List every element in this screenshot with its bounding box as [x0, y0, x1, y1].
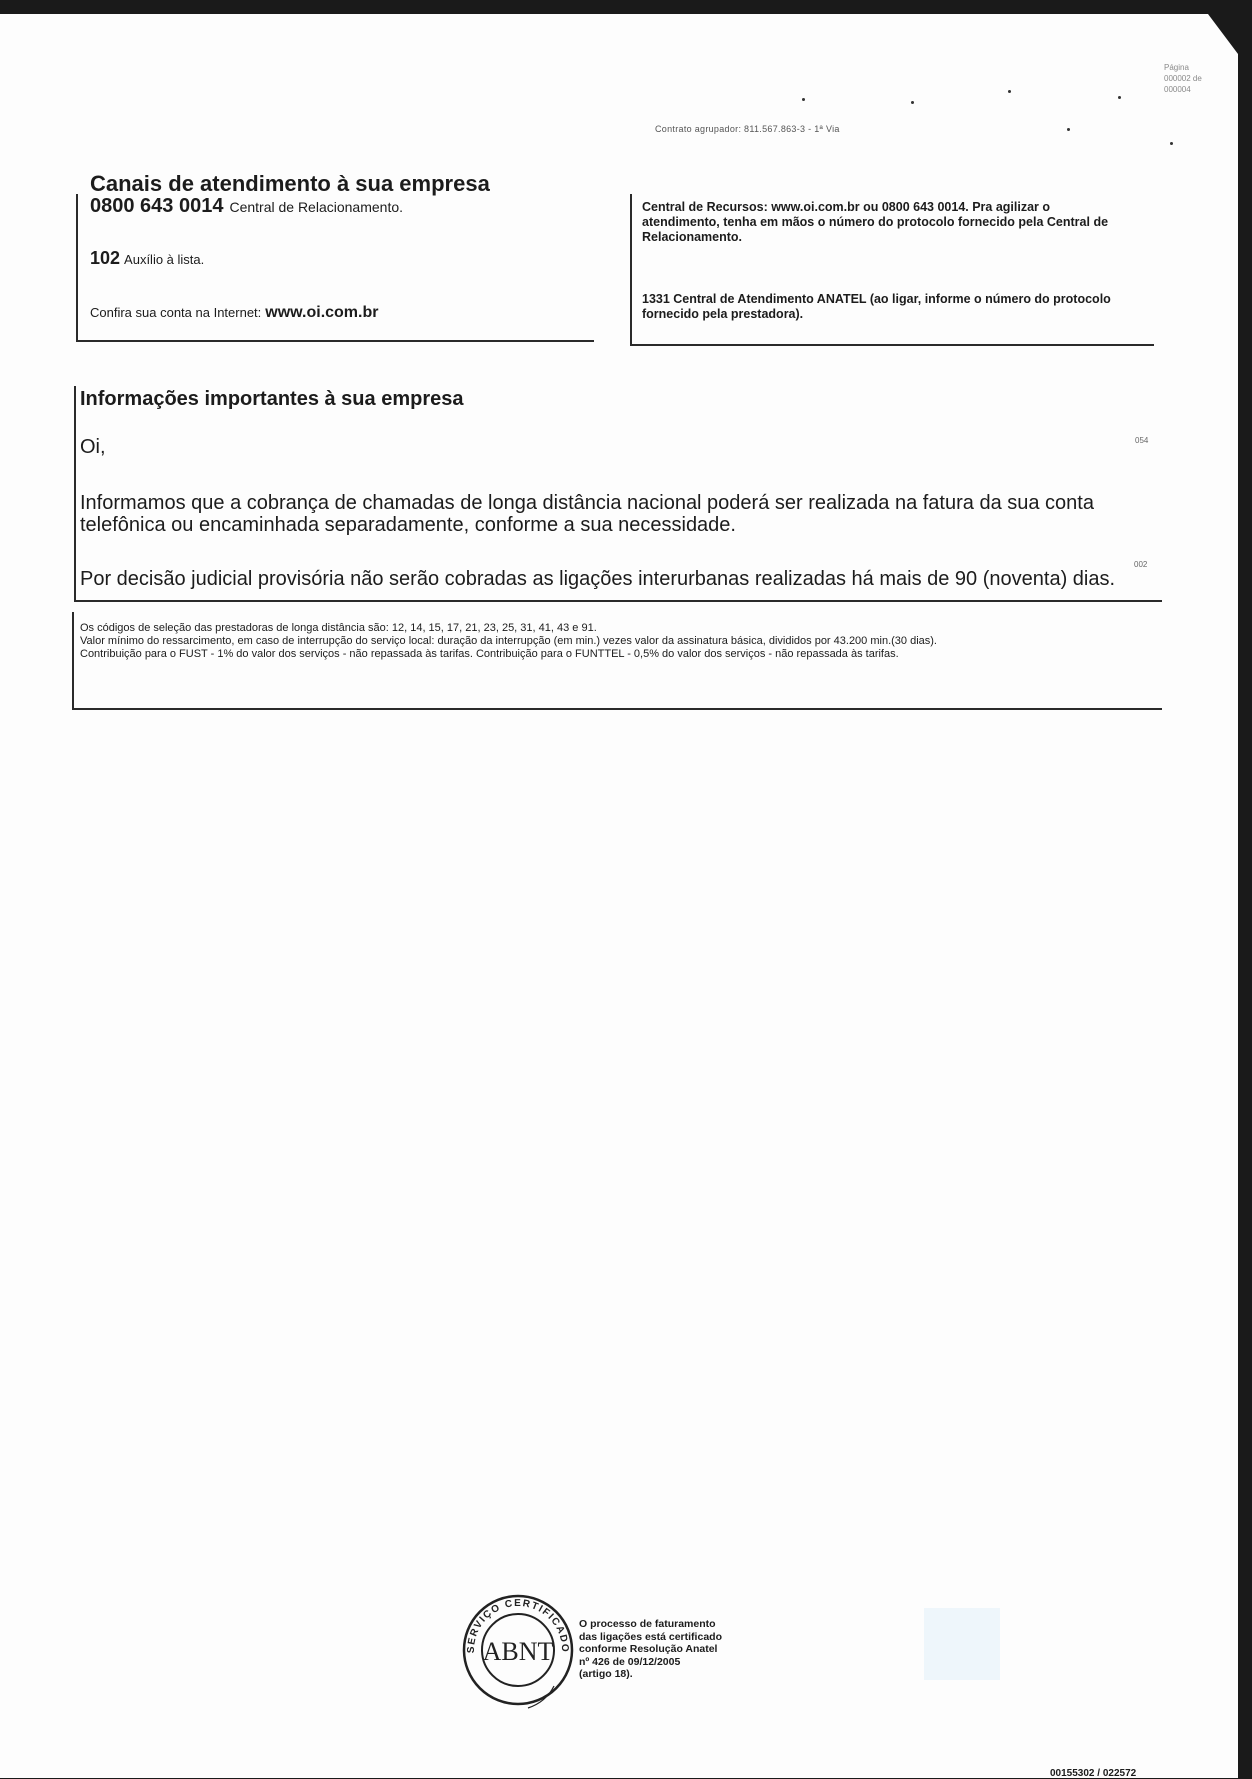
- note-codes: Os códigos de seleção das prestadoras de longa distância são: 12, 14, 15, 17, 21, 23, 25, 31, 41, 43 e 91.: [80, 622, 597, 634]
- phone-number: 0800 643 0014: [90, 195, 224, 217]
- anatel-text: 1331 Central de Atendimento ANATEL (ao ligar, informe o número do protocolo fornecido pela prestadora).: [642, 292, 1111, 321]
- contract-number: Contrato agrupador: 811.567.863-3 - 1ª Via: [655, 124, 840, 134]
- abnt-seal-icon: [458, 1590, 578, 1710]
- greeting: Oi,: [80, 436, 106, 458]
- page-label: Página: [1164, 63, 1189, 72]
- seal-ring-text: SERVIÇO CERTIFICADO: [465, 1597, 571, 1654]
- seal-brand: ABNT: [482, 1637, 554, 1666]
- note-fust: Contribuição para o FUST - 1% do valor dos serviços - não repassada às tarifas. Contribuição para o FUNTTEL - 0,5% do valor dos serviços - não repassada às tarifas.: [80, 648, 899, 660]
- message-2: Por decisão judicial provisória não serão cobradas as ligações interurbanas realizadas há mais de 90 (noventa) dias.: [80, 568, 1116, 590]
- recursos-text: Central de Recursos: www.oi.com.br ou 0800 643 0014. Pra agilizar o atendimento, tenha em mãos o número do protocolo fornecido pela Central de Relacionamento.: [642, 200, 1109, 244]
- document-number: 00155302 / 022572: [1050, 1768, 1137, 1779]
- notes: [80, 622, 1166, 661]
- internet-line: [90, 304, 378, 322]
- scan-smudge: [924, 1608, 1000, 1680]
- list-label: Auxílio à lista.: [124, 252, 205, 267]
- message-1: Informamos que a cobrança de chamadas de longa distância nacional poderá ser realizada na fatura da sua conta telefônica ou encaminhada separadamente, conforme a sua necessidade.: [80, 492, 1094, 536]
- phone-label: Central de Relacionamento.: [229, 199, 404, 215]
- internet-label: Confira sua conta na Internet:: [90, 305, 262, 320]
- document-page: [0, 14, 1238, 1778]
- cert-line-3: conforme Resolução Anatel: [579, 1643, 718, 1655]
- page-reference: [1164, 62, 1226, 95]
- note-refund: Valor mínimo do ressarcimento, em caso de interrupção do serviço local: duração da interrupção (em min.) vezes valor da assinatura básica, divididos por 43.200 min.(30 dias).: [80, 635, 937, 647]
- page-corner: [1208, 14, 1238, 54]
- certification-text: [579, 1618, 739, 1681]
- cert-line-2: das ligações está certificado: [579, 1630, 722, 1643]
- channels-title: Canais de atendimento à sua empresa: [90, 171, 490, 196]
- code-b: 002: [1134, 560, 1148, 569]
- cert-line-4: nº 426 de 09/12/2005: [579, 1655, 681, 1668]
- code-a: 054: [1135, 436, 1149, 445]
- info-title: Informações importantes à sua empresa: [80, 388, 464, 410]
- list-number: 102: [90, 248, 121, 268]
- list-line: [90, 248, 204, 269]
- page-current: 000002 de: [1164, 74, 1202, 83]
- phone-line: [90, 195, 403, 218]
- page-total: 000004: [1164, 85, 1191, 94]
- internet-url: www.oi.com.br: [265, 304, 379, 321]
- cert-line-1: O processo de faturamento: [579, 1618, 716, 1630]
- cert-line-5: (artigo 18).: [579, 1668, 633, 1680]
